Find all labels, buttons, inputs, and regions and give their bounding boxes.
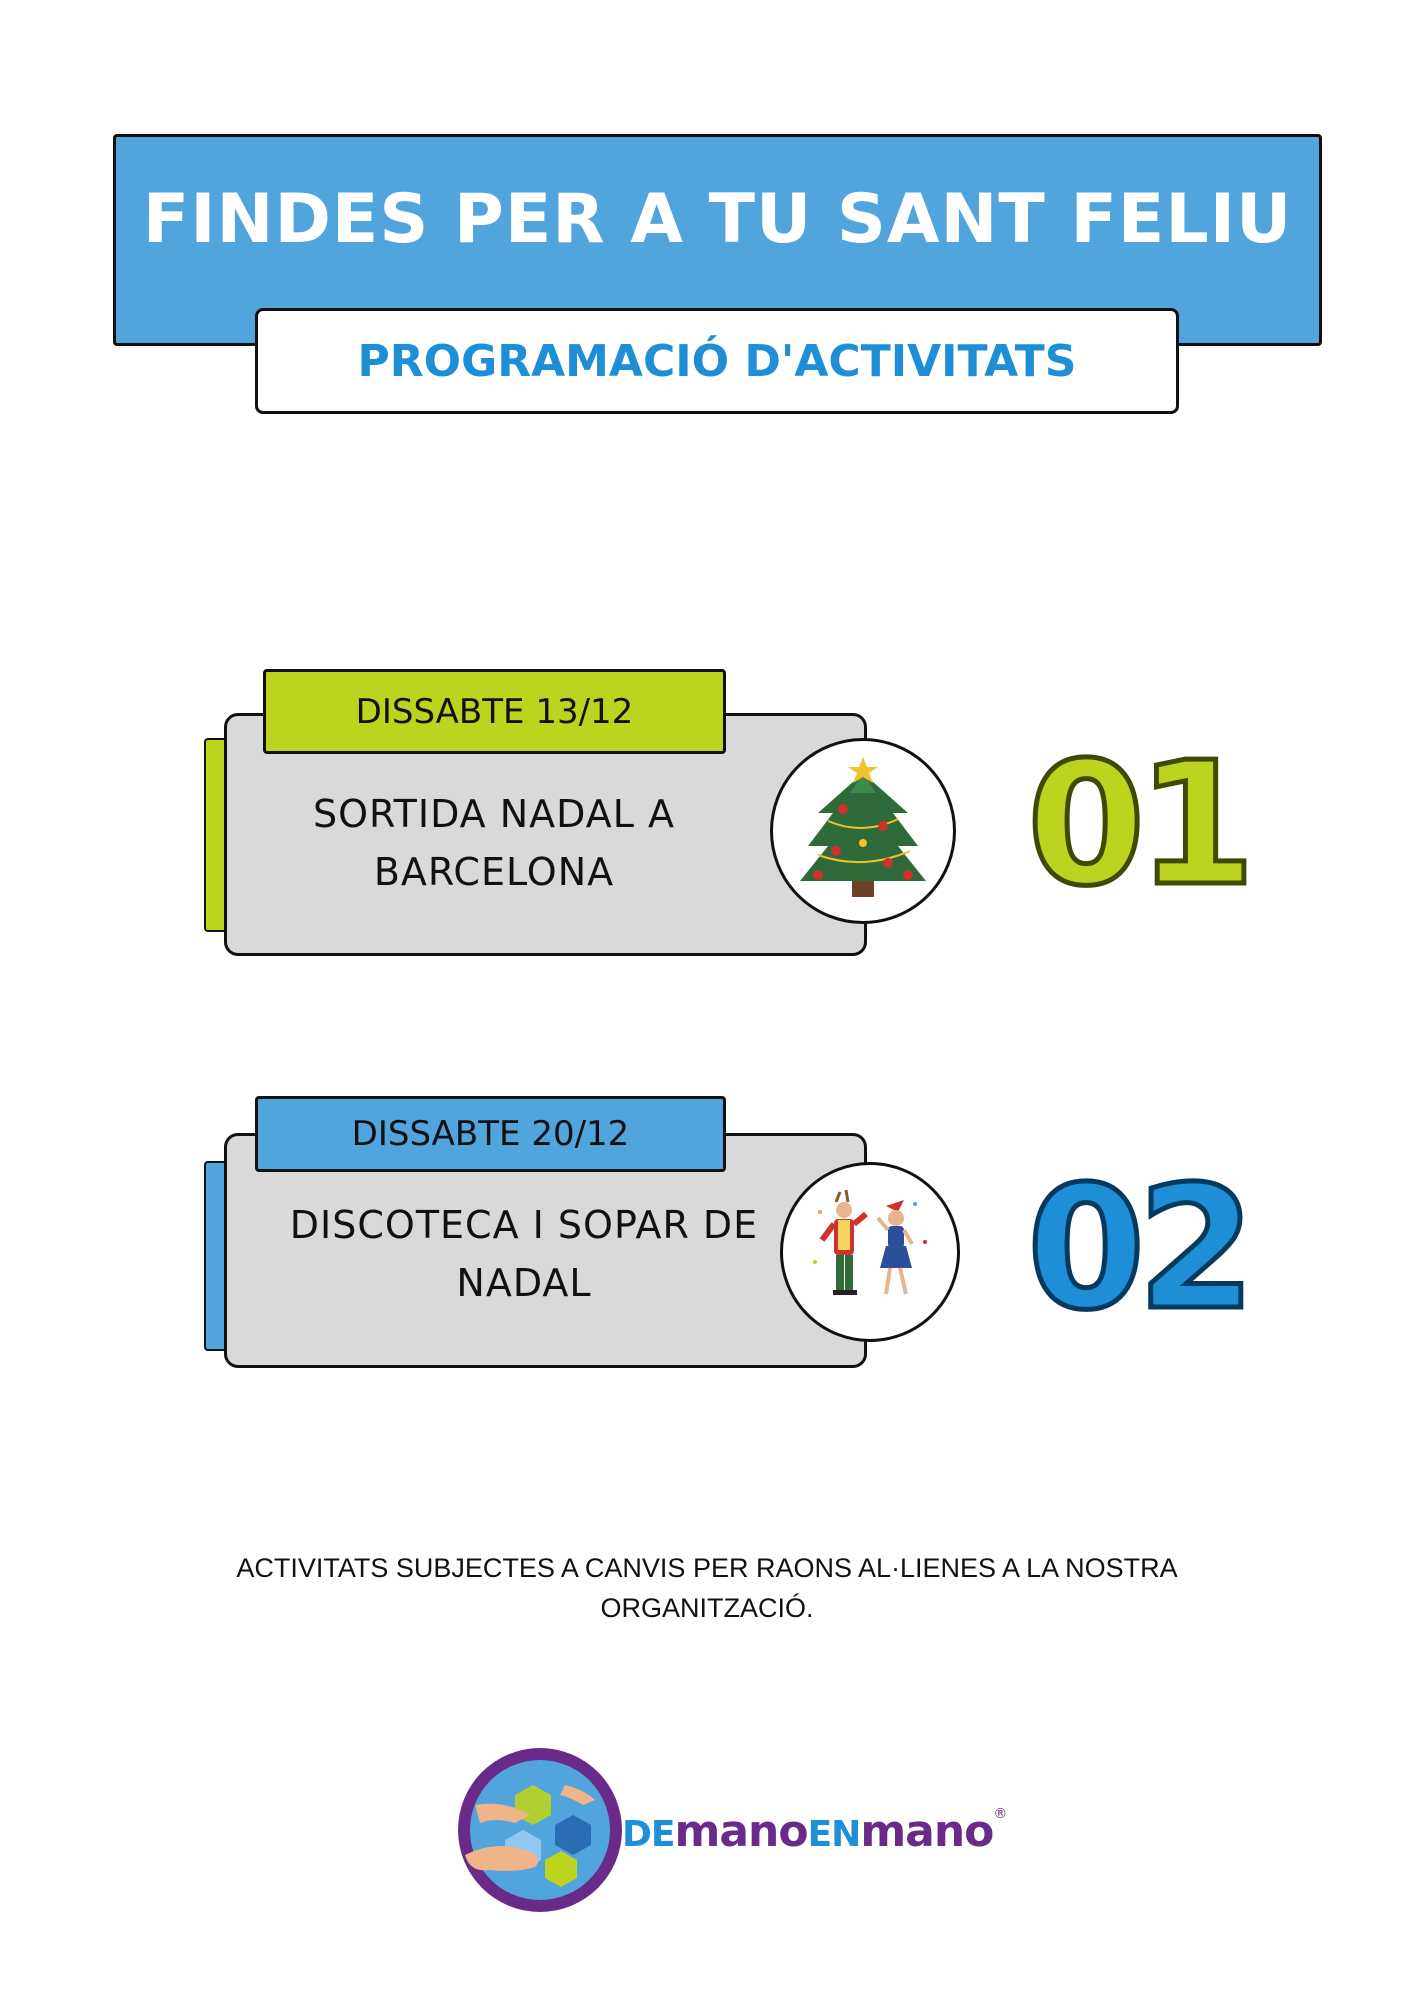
- disclaimer-line1: ACTIVITATS SUBJECTES A CANVIS PER RAONS AL·LIENES A LA NOSTRA: [236, 1553, 1178, 1583]
- brand-logo: [455, 1745, 625, 1920]
- activity-2-title-line2: NADAL: [456, 1261, 592, 1305]
- activity-2-title: [244, 1196, 804, 1312]
- christmas-tree-icon: [788, 751, 938, 911]
- brand-part4: mano: [860, 1806, 994, 1857]
- activity-1-image: [770, 738, 956, 924]
- brand-part1: DE: [622, 1814, 675, 1855]
- page-title: FINDES PER A TU SANT FELIU: [142, 180, 1293, 259]
- subtitle-box: [255, 308, 1179, 414]
- activity-1-number: 01: [1027, 726, 1248, 924]
- party-dancers-icon: [800, 1182, 940, 1322]
- activity-1-title-line1: SORTIDA NADAL A: [312, 792, 675, 836]
- brand-part3: EN: [807, 1814, 861, 1855]
- activity-2-number: 02: [1027, 1150, 1248, 1348]
- activity-2-image: [780, 1162, 960, 1342]
- disclaimer-line2: ORGANITZACIÓ.: [600, 1593, 814, 1623]
- disclaimer: [180, 1548, 1234, 1628]
- activity-2-date: DISSABTE 20/12: [255, 1096, 726, 1172]
- globe-hands-icon: [455, 1745, 625, 1915]
- activity-1-title-line2: BARCELONA: [373, 850, 615, 894]
- brand-part2: mano: [674, 1806, 808, 1857]
- brand-name: [622, 1806, 1006, 1857]
- activity-1-title: [244, 785, 744, 901]
- brand-registered: ®: [993, 1806, 1007, 1822]
- page-subtitle: PROGRAMACIÓ D'ACTIVITATS: [357, 335, 1077, 387]
- activity-1-date: DISSABTE 13/12: [263, 669, 726, 754]
- activity-2-title-line1: DISCOTECA I SOPAR DE: [289, 1203, 759, 1247]
